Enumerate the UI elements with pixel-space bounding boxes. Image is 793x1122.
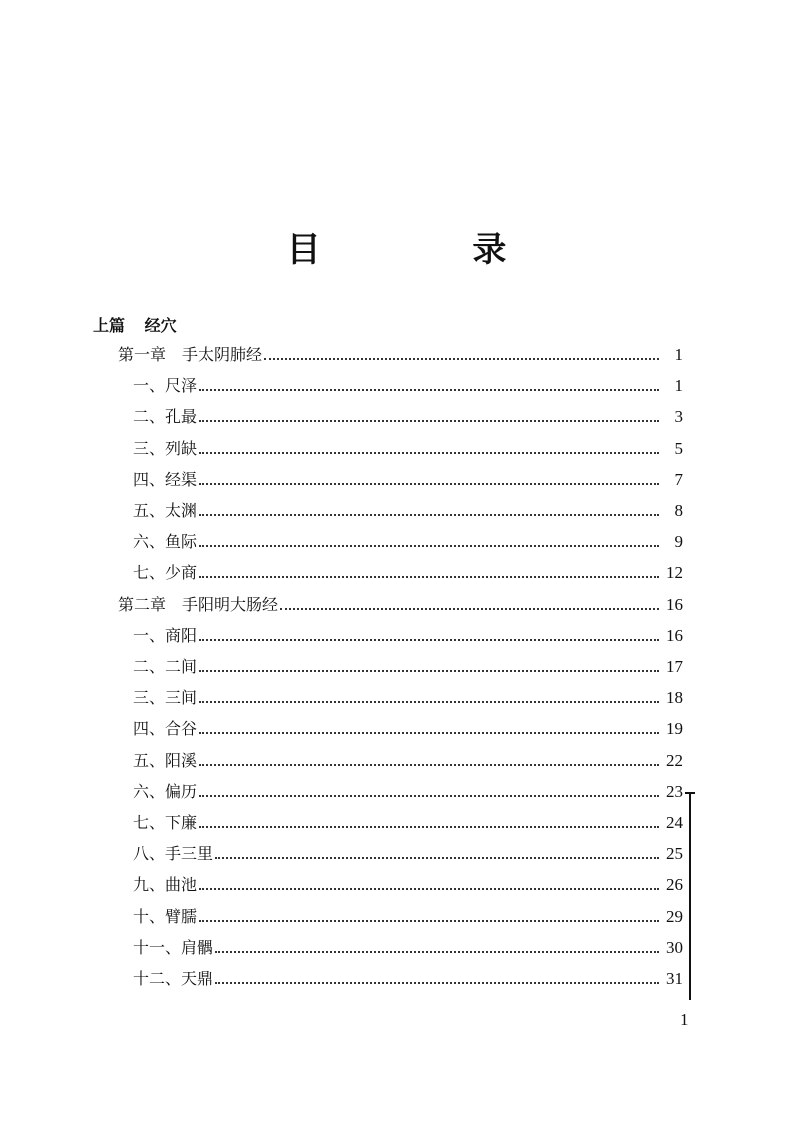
toc-entry-label: 十、臂臑 <box>133 906 198 926</box>
toc-entry-label: 六、偏历 <box>133 781 198 801</box>
toc-entry-page: 8 <box>674 501 683 520</box>
toc-entry-page: 19 <box>666 719 683 739</box>
part-heading: 上篇 经穴 <box>93 316 177 335</box>
toc-entry-page: 3 <box>674 407 683 427</box>
toc-entry-label: 二、二间 <box>133 657 198 676</box>
toc-entry-page: 1 <box>674 345 683 364</box>
toc-entry-label: 第二章 手阳明大肠经 <box>118 594 279 614</box>
toc-entry-page: 1 <box>674 376 683 396</box>
toc-entry-label: 九、曲池 <box>133 875 198 895</box>
dot-leader <box>199 639 659 641</box>
toc-entry-label: 五、阳溪 <box>133 750 198 770</box>
toc-entry-label: 七、少商 <box>133 563 198 583</box>
dot-leader <box>199 576 659 578</box>
toc-entry[interactable] <box>133 780 683 802</box>
toc-entry-label: 三、列缺 <box>133 438 198 458</box>
dot-leader <box>215 951 659 953</box>
toc-entry-page: 29 <box>666 906 683 926</box>
dot-leader <box>199 732 659 734</box>
toc-entry-page: 24 <box>666 813 683 832</box>
toc-entry[interactable] <box>133 749 683 771</box>
dot-leader <box>215 857 659 859</box>
dot-leader <box>199 545 659 547</box>
dot-leader <box>215 982 659 984</box>
dot-leader <box>280 608 659 610</box>
toc-entry-label: 八、手三里 <box>133 844 214 864</box>
toc-entry[interactable] <box>133 655 683 677</box>
dot-leader <box>199 483 659 485</box>
dot-leader <box>199 670 659 672</box>
toc-entry[interactable] <box>133 499 683 521</box>
toc-entry-label: 十二、天鼎 <box>133 969 214 988</box>
toc-entry-label: 四、合谷 <box>133 719 198 739</box>
toc-entry-page: 18 <box>666 688 683 708</box>
toc-entry[interactable] <box>133 842 683 864</box>
dot-leader <box>199 795 659 797</box>
toc-entry-label: 六、鱼际 <box>133 532 198 552</box>
margin-line <box>689 793 691 1000</box>
toc-entry-page: 16 <box>666 594 683 614</box>
dot-leader <box>199 888 659 890</box>
toc-entry-label: 五、太渊 <box>133 501 198 520</box>
toc-entry[interactable] <box>133 905 683 927</box>
toc-entry[interactable] <box>133 405 683 427</box>
toc-entry-label: 十一、肩髃 <box>133 937 214 957</box>
toc-entry-page: 9 <box>674 532 683 552</box>
dot-leader <box>199 920 659 922</box>
toc-entry[interactable] <box>133 624 683 646</box>
toc-entry-label: 七、下廉 <box>133 813 198 832</box>
toc-entry[interactable] <box>133 561 683 583</box>
toc-entry-page: 26 <box>666 875 683 895</box>
toc-entry-label: 三、三间 <box>133 688 198 708</box>
toc-entry-label: 一、尺泽 <box>133 376 198 396</box>
toc-entry[interactable] <box>133 717 683 739</box>
toc-entry[interactable] <box>133 468 683 490</box>
toc-entry[interactable] <box>133 811 683 833</box>
toc-entry[interactable] <box>133 686 683 708</box>
toc-entry-page: 25 <box>666 844 683 864</box>
toc-entry[interactable] <box>133 967 683 989</box>
dot-leader <box>199 764 659 766</box>
dot-leader <box>199 420 659 422</box>
toc-entry-label: 一、商阳 <box>133 625 198 645</box>
dot-leader <box>199 389 659 391</box>
toc-entry-page: 31 <box>666 969 683 988</box>
toc-entry[interactable] <box>118 343 683 365</box>
toc-entry-label: 二、孔最 <box>133 407 198 427</box>
toc-entry[interactable] <box>133 374 683 396</box>
dot-leader <box>199 701 659 703</box>
toc-entry-page: 23 <box>666 781 683 801</box>
toc-entry-label: 四、经渠 <box>133 469 198 489</box>
toc-entry[interactable] <box>133 873 683 895</box>
dot-leader <box>199 452 659 454</box>
toc-entry[interactable] <box>133 936 683 958</box>
toc-entry-page: 22 <box>666 750 683 770</box>
dot-leader <box>199 514 659 516</box>
dot-leader <box>199 826 659 828</box>
toc-entry-page: 16 <box>666 625 683 645</box>
toc-entry-label: 第一章 手太阴肺经 <box>118 345 263 364</box>
page-title: 目 录 <box>286 230 577 270</box>
toc-entry-page: 12 <box>666 563 683 583</box>
toc-entry[interactable] <box>133 530 683 552</box>
page-number: 1 <box>680 1010 689 1029</box>
toc-entry-page: 30 <box>666 937 683 957</box>
toc-entry-page: 17 <box>666 657 683 676</box>
dot-leader <box>264 358 659 360</box>
toc-entry[interactable] <box>118 593 683 615</box>
toc-entry-page: 5 <box>674 438 683 458</box>
toc-entry-page: 7 <box>674 469 683 489</box>
toc-entry[interactable] <box>133 437 683 459</box>
